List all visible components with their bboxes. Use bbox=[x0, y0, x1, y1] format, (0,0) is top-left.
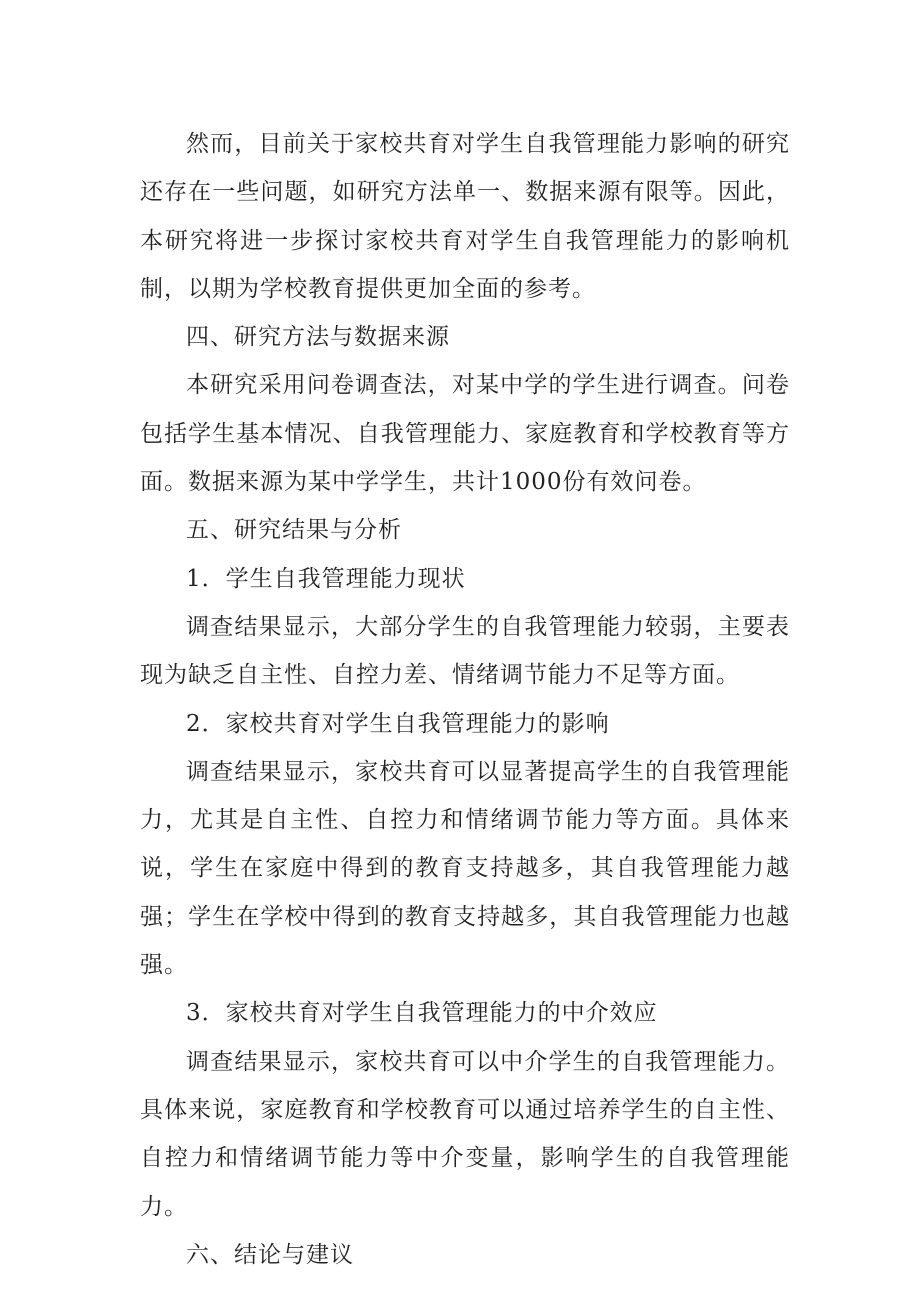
paragraph-research-gap: 然而，目前关于家校共育对学生自我管理能力影响的研究还存在一些问题，如研究方法单一、数据来源有限等。因此，本研究将进一步探讨家校共育对学生自我管理能力的影响机制，以期为学校教育提供更加全面的参考。 bbox=[140, 131, 790, 302]
paragraph-result-1: 调查结果显示，大部分学生的自我管理能力较弱，主要表现为缺乏自主性、自控力差、情绪调节能力不足等方面。 bbox=[140, 613, 790, 689]
section-heading-conclusion: 六、结论与建议 bbox=[186, 1241, 354, 1268]
subsection-heading-1: 1．学生自我管理能力现状 bbox=[186, 565, 466, 592]
subsection-heading-3: 3．家校共育对学生自我管理能力的中介效应 bbox=[186, 1000, 658, 1027]
subsection-heading-2: 2．家校共育对学生自我管理能力的影响 bbox=[186, 710, 610, 737]
paragraph-methods: 本研究采用问卷调查法，对某中学的学生进行调查。问卷包括学生基本情况、自我管理能力、家庭教育和学校教育等方面。数据来源为某中学学生，共计1000份有效问卷。 bbox=[140, 372, 790, 496]
paragraph-result-3: 调查结果显示，家校共育可以中介学生的自我管理能力。具体来说，家庭教育和学校教育可以通过培养学生的自主性、自控力和情绪调节能力等中介变量，影响学生的自我管理能力。 bbox=[140, 1048, 790, 1220]
section-heading-methods: 四、研究方法与数据来源 bbox=[186, 324, 450, 351]
section-heading-results: 五、研究结果与分析 bbox=[186, 517, 402, 544]
document-body bbox=[140, 120, 790, 1279]
paragraph-result-2: 调查结果显示，家校共育可以显著提高学生的自我管理能力，尤其是自主性、自控力和情绪调节能力等方面。具体来说，学生在家庭中得到的教育支持越多，其自我管理能力越强；学生在学校中得到的教育支持越多，其自我管理能力也越强。 bbox=[140, 758, 790, 979]
